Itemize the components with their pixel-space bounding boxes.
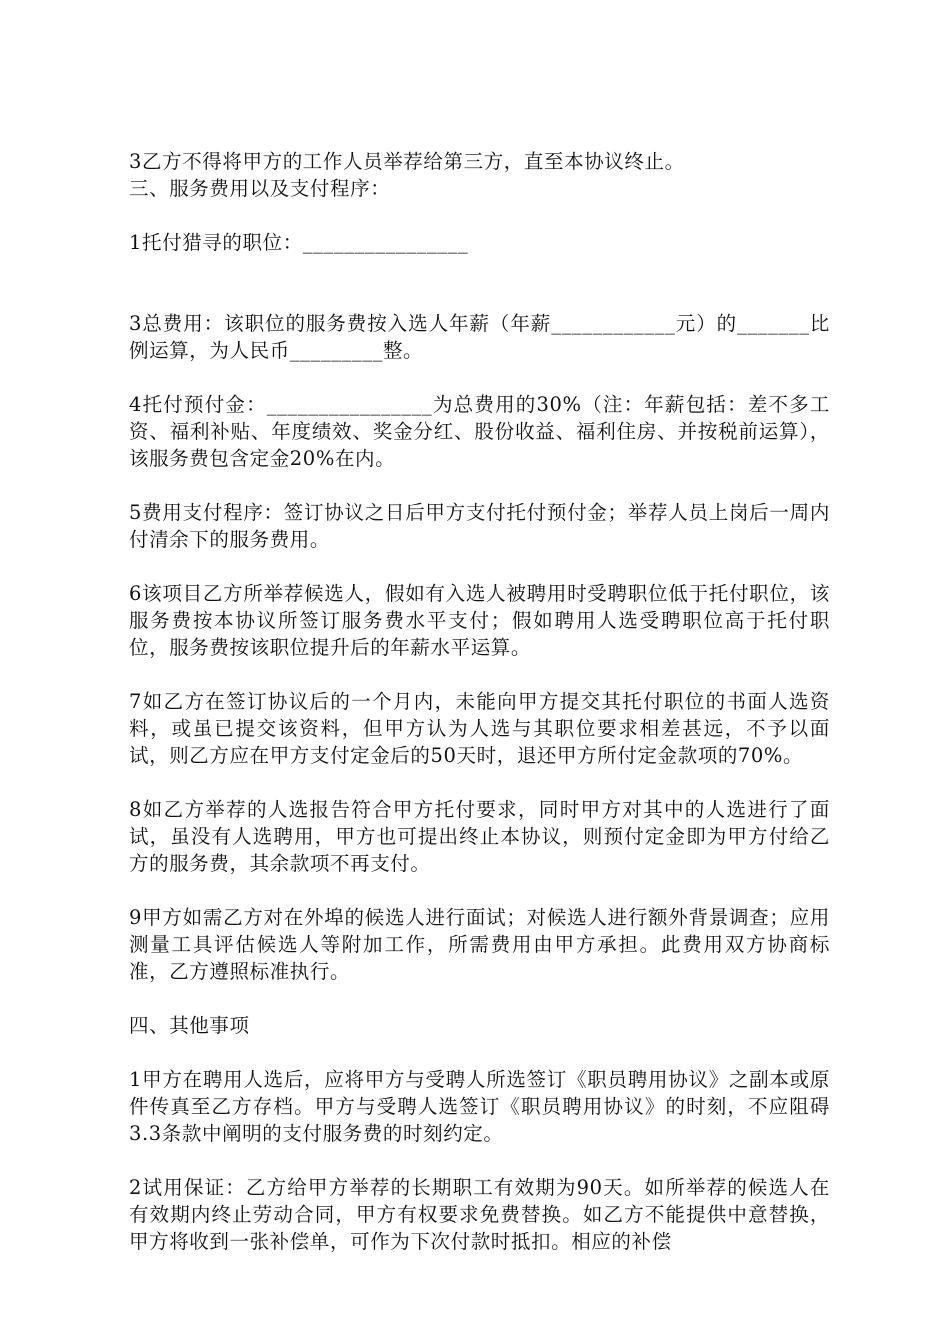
- clause-3-8: 8如乙方举荐的人选报告符合甲方托付要求，同时甲方对其中的人选进行了面试，虽没有人选聘用，甲方也可提出终止本协议，则预付定金即为甲方付给乙方的服务费，其余款项不再支付。: [129, 798, 830, 875]
- clause-2-3: 3乙方不得将甲方的工作人员举荐给第三方，直至本协议终止。: [129, 150, 685, 173]
- clause-3-3: 3总费用：该职位的服务费按入选人年薪（年薪____________元）的_______比例运算，为人民币_________整。: [129, 312, 830, 362]
- section-3-heading: 三、服务费用以及支付程序：: [129, 177, 391, 200]
- clause-4-1: 1甲方在聘用人选后，应将甲方与受聘人所选签订《职员聘用协议》之副本或原件传真至乙方存档。甲方与受聘人选签订《职员聘用协议》的时刻，不应阻碍3.3条款中阐明的支付服务费的时刻约定。: [129, 1068, 830, 1145]
- clause-3-5: 5费用支付程序：签订协议之日后甲方支付托付预付金；举荐人员上岗后一周内付清余下的服务费用。: [129, 501, 830, 551]
- document-body: [115, 148, 830, 1255]
- clause-3-6: 6该项目乙方所举荐候选人，假如有入选人被聘用时受聘职位低于托付职位，该服务费按本协议所签订服务费水平支付；假如聘用人选受聘职位高于托付职位，服务费按该职位提升后的年薪水平运算。: [129, 582, 830, 659]
- section-4-heading: 四、其他事项: [129, 1014, 250, 1037]
- clause-3-1: 1托付猎寻的职位：________________: [129, 231, 469, 254]
- clause-3-7: 7如乙方在签订协议后的一个月内，未能向甲方提交其托付职位的书面人选资料，或虽已提交该资料，但甲方认为人选与其职位要求相差甚远，不予以面试，则乙方应在甲方支付定金后的50天时，退还甲方所付定金款项的70%。: [129, 690, 830, 767]
- clause-4-2: 2试用保证：乙方给甲方举荐的长期职工有效期为90天。如所举荐的候选人在有效期内终止劳动合同，甲方有权要求免费替换。如乙方不能提供中意替换，甲方将收到一张补偿单，可作为下次付款时抵扣。相应的补偿: [129, 1176, 830, 1253]
- clause-3-4: 4托付预付金：________________为总费用的30%（注：年薪包括：差不多工资、福利补贴、年度绩效、奖金分红、股份收益、福利住房、并按税前运算），该服务费包含定金20%在内。: [129, 393, 830, 470]
- clause-3-9: 9甲方如需乙方对在外埠的候选人进行面试；对候选人进行额外背景调查；应用测量工具评估候选人等附加工作，所需费用由甲方承担。此费用双方协商标准，乙方遵照标准执行。: [129, 906, 830, 983]
